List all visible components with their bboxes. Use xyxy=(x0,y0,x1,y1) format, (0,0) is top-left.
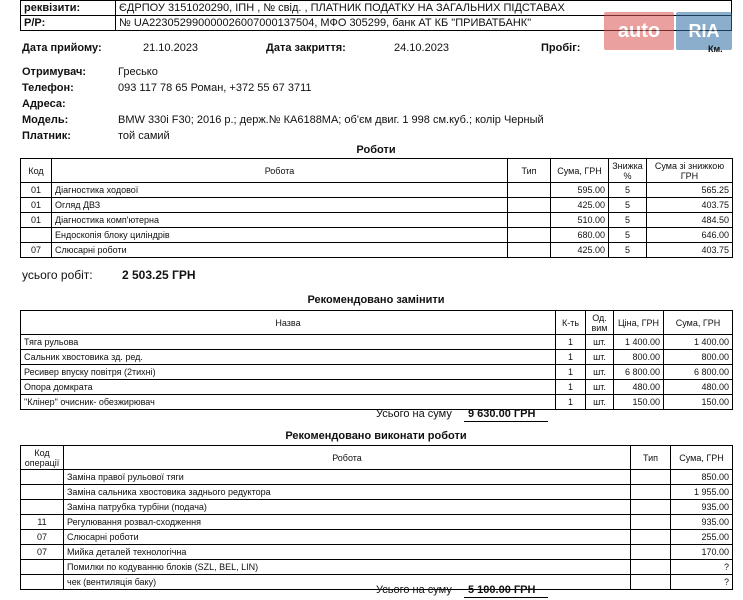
part-qty: 1 xyxy=(556,395,586,410)
work-total: 484.50 xyxy=(647,213,733,228)
work-sum: 595.00 xyxy=(551,183,609,198)
requisites-label: реквізити: xyxy=(21,1,116,16)
recommended-sum: 935.00 xyxy=(671,500,733,515)
part-unit: шт. xyxy=(586,350,614,365)
works-header-total: Сума зі знижкою ГРН xyxy=(647,159,733,183)
work-type xyxy=(508,183,551,198)
works-header-code: Код xyxy=(21,159,52,183)
part-price: 1 400.00 xyxy=(614,335,664,350)
parts-header-unit: Од. вим xyxy=(586,311,614,335)
work-type xyxy=(508,198,551,213)
requisites-value: ЄДРПОУ 3151020290, ІПН , № свід. , ПЛАТНИК ПОДАТКУ НА ЗАГАЛЬНИХ ПІДСТАВАХ xyxy=(116,1,732,16)
logo-auto: auto xyxy=(604,12,674,50)
recommended-header-type: Тип xyxy=(631,446,671,470)
parts-header-name: Назва xyxy=(21,311,556,335)
works-title: Роботи xyxy=(356,144,396,156)
works-table xyxy=(20,158,733,258)
work-name: Діагностика ходової xyxy=(52,183,508,198)
work-sum: 425.00 xyxy=(551,198,609,213)
close-date-label: Дата закриття: xyxy=(266,42,346,54)
work-name: Огляд ДВЗ xyxy=(52,198,508,213)
work-sum: 680.00 xyxy=(551,228,609,243)
recommended-name: Регулювання розвал-сходження xyxy=(64,515,631,530)
recommended-type xyxy=(631,470,671,485)
recommended-sum: ? xyxy=(671,575,733,590)
table-row xyxy=(21,228,733,243)
table-row xyxy=(21,500,733,515)
works-total-value: 2 503.25 ГРН xyxy=(122,268,196,282)
recommended-code xyxy=(21,560,64,575)
part-price: 480.00 xyxy=(614,380,664,395)
part-price: 800.00 xyxy=(614,350,664,365)
accept-date-value: 21.10.2023 xyxy=(143,42,199,54)
recommended-type xyxy=(631,545,671,560)
parts-total-label: Усього на суму xyxy=(376,408,452,420)
accept-date-label: Дата прийому: xyxy=(22,42,102,54)
work-name: Слюсарні роботи xyxy=(52,243,508,258)
account-label: Р/Р: xyxy=(21,16,116,31)
part-name: Опора домкрата xyxy=(21,380,556,395)
recommended-total-value: 5 100.00 ГРН xyxy=(464,584,548,598)
model-label: Модель: xyxy=(22,114,69,126)
recommended-name: Мийка деталей технологічна xyxy=(64,545,631,560)
part-qty: 1 xyxy=(556,365,586,380)
recommended-name: Заміна патрубка турбіни (подача) xyxy=(64,500,631,515)
recommended-header-code: Код операції xyxy=(21,446,64,470)
part-name: Сальник хвостовика зд. ред. xyxy=(21,350,556,365)
work-total: 403.75 xyxy=(647,198,733,213)
account-value: № UA223052990000026007000137504, МФО 305299, банк АТ КБ "ПРИВАТБАНК" xyxy=(116,16,732,31)
recommended-code xyxy=(21,575,64,590)
parts-title: Рекомендовано замінити xyxy=(307,294,445,306)
recommended-name: Заміна сальника хвостовика заднього редуктора xyxy=(64,485,631,500)
parts-header-sum: Сума, ГРН xyxy=(664,311,733,335)
recommended-name: чек (вентиляція баку) xyxy=(64,575,631,590)
work-name: Ендоскопія блоку циліндрів xyxy=(52,228,508,243)
recommended-name: Слюсарні роботи xyxy=(64,530,631,545)
part-unit: шт. xyxy=(586,335,614,350)
table-row xyxy=(21,243,733,258)
work-code xyxy=(21,228,52,243)
work-code: 01 xyxy=(21,198,52,213)
table-row xyxy=(21,365,733,380)
recommended-sum: 850.00 xyxy=(671,470,733,485)
mileage-unit: Км. xyxy=(708,44,723,54)
recommended-title: Рекомендовано виконати роботи xyxy=(285,430,467,442)
mileage-label: Пробіг: xyxy=(541,42,581,54)
part-sum: 6 800.00 xyxy=(664,365,733,380)
recommended-type xyxy=(631,485,671,500)
part-price: 150.00 xyxy=(614,395,664,410)
phone-value: 093 117 78 65 Роман, +372 55 67 3711 xyxy=(118,82,312,94)
recommended-name: Заміна правої рульової тяги xyxy=(64,470,631,485)
part-qty: 1 xyxy=(556,380,586,395)
works-header-type: Тип xyxy=(508,159,551,183)
table-row xyxy=(21,545,733,560)
work-total: 403.75 xyxy=(647,243,733,258)
recommended-sum: 935.00 xyxy=(671,515,733,530)
work-total: 646.00 xyxy=(647,228,733,243)
recommended-table xyxy=(20,445,733,590)
part-name: Тяга рульова xyxy=(21,335,556,350)
recommended-header-sum: Сума, ГРН xyxy=(671,446,733,470)
work-discount: 5 xyxy=(609,198,647,213)
part-name: Ресивер впуску повітря (2тихні) xyxy=(21,365,556,380)
work-name: Діагностика комп'ютерна xyxy=(52,213,508,228)
payer-label: Платник: xyxy=(22,130,71,142)
part-price: 6 800.00 xyxy=(614,365,664,380)
part-unit: шт. xyxy=(586,395,614,410)
recommended-code xyxy=(21,470,64,485)
table-row xyxy=(21,183,733,198)
parts-header-qty: К-ть xyxy=(556,311,586,335)
table-row xyxy=(21,335,733,350)
part-name: "Клінер" очисник- обезжирювач xyxy=(21,395,556,410)
recommended-type xyxy=(631,575,671,590)
address-label: Адреса: xyxy=(22,98,66,110)
works-header-name: Робота xyxy=(52,159,508,183)
payer-value: той самий xyxy=(118,130,170,142)
parts-header-price: Ціна, ГРН xyxy=(614,311,664,335)
table-row xyxy=(21,485,733,500)
works-header-sum: Сума, ГРН xyxy=(551,159,609,183)
part-unit: шт. xyxy=(586,380,614,395)
table-row xyxy=(21,213,733,228)
work-total: 565.25 xyxy=(647,183,733,198)
work-type xyxy=(508,243,551,258)
recommended-code xyxy=(21,485,64,500)
recommended-code: 07 xyxy=(21,545,64,560)
recommended-sum: 170.00 xyxy=(671,545,733,560)
recommended-code xyxy=(21,500,64,515)
recommended-code: 07 xyxy=(21,530,64,545)
recommended-total-label: Усього на суму xyxy=(376,584,452,596)
table-row xyxy=(21,350,733,365)
parts-table xyxy=(20,310,733,410)
recommended-sum: 1 955.00 xyxy=(671,485,733,500)
recipient-label: Отримувач: xyxy=(22,66,87,78)
work-code: 07 xyxy=(21,243,52,258)
work-discount: 5 xyxy=(609,213,647,228)
recommended-type xyxy=(631,515,671,530)
part-sum: 150.00 xyxy=(664,395,733,410)
close-date-value: 24.10.2023 xyxy=(394,42,450,54)
work-discount: 5 xyxy=(609,228,647,243)
recommended-sum: ? xyxy=(671,560,733,575)
parts-total-value: 9 630.00 ГРН xyxy=(464,408,548,422)
table-row xyxy=(21,515,733,530)
part-unit: шт. xyxy=(586,365,614,380)
works-header-discount: Знижка % xyxy=(609,159,647,183)
work-type xyxy=(508,213,551,228)
works-total-label: усього робіт: xyxy=(22,268,93,282)
work-sum: 425.00 xyxy=(551,243,609,258)
work-type xyxy=(508,228,551,243)
recommended-type xyxy=(631,530,671,545)
part-qty: 1 xyxy=(556,335,586,350)
table-row xyxy=(21,560,733,575)
work-code: 01 xyxy=(21,183,52,198)
recommended-header-name: Робота xyxy=(64,446,631,470)
recommended-type xyxy=(631,500,671,515)
recipient-value: Гресько xyxy=(118,66,158,78)
work-code: 01 xyxy=(21,213,52,228)
table-row xyxy=(21,470,733,485)
recommended-sum: 255.00 xyxy=(671,530,733,545)
part-sum: 480.00 xyxy=(664,380,733,395)
work-discount: 5 xyxy=(609,243,647,258)
work-sum: 510.00 xyxy=(551,213,609,228)
table-row xyxy=(21,530,733,545)
recommended-type xyxy=(631,560,671,575)
logo-ria: RIA xyxy=(676,12,732,50)
table-row xyxy=(21,380,733,395)
part-qty: 1 xyxy=(556,350,586,365)
model-value: BMW 330i F30; 2016 р.; держ.№ КА6188МА; об'єм двиг. 1 998 см.куб.; колір Черный xyxy=(118,114,544,126)
phone-label: Телефон: xyxy=(22,82,74,94)
part-sum: 800.00 xyxy=(664,350,733,365)
recommended-name: Помилки по кодуванню блоків (SZL, BEL, LIN) xyxy=(64,560,631,575)
work-discount: 5 xyxy=(609,183,647,198)
table-row xyxy=(21,198,733,213)
recommended-code: 11 xyxy=(21,515,64,530)
part-sum: 1 400.00 xyxy=(664,335,733,350)
